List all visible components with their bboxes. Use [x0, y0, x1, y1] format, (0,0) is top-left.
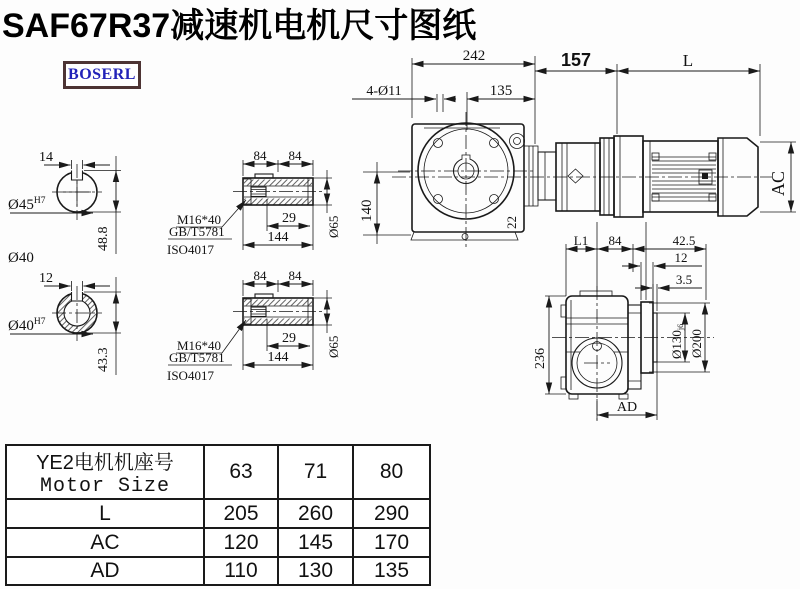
table-cell: 130 [278, 557, 353, 585]
dim-holes-4xd11: 4-Ø11 [366, 84, 402, 99]
table-row-label: L [6, 499, 204, 528]
dim-center-height-140: 140 [359, 199, 375, 222]
bushing-bottom-view [167, 268, 341, 383]
table-header-cell [6, 445, 204, 499]
label-std-iso-b: ISO4017 [167, 368, 214, 383]
dim-seg1: 84 [253, 148, 267, 163]
dim-od-b: Ø65 [326, 335, 341, 358]
table-cell: 205 [204, 499, 278, 528]
table-row-L [6, 499, 430, 528]
table-header-cn: YE2电机机座号 [36, 452, 174, 474]
table-row-AD [6, 557, 430, 585]
table-size-63: 63 [204, 445, 278, 499]
dim-length-b: 144 [267, 350, 289, 365]
dim-height-236: 236 [533, 348, 548, 369]
table-row-AC [6, 528, 430, 557]
dim-thread-depth-b: 29 [282, 331, 296, 346]
dim-shaft-height: 48.8 [96, 226, 111, 251]
table-cell: 170 [353, 528, 430, 557]
dim-key-width: 14 [39, 150, 53, 165]
dim-seg2: 84 [288, 148, 302, 163]
label-std-gb: GB/T5781 [169, 224, 225, 239]
page-title: SAF67R37减速机电机尺寸图纸 [2, 7, 477, 45]
label-std-gb-b: GB/T5781 [169, 350, 225, 365]
label-bore-d45: $Ø45^{H7}$ [8, 196, 46, 213]
gearbox-front-view [352, 48, 538, 248]
dim-motor-len-L: L [682, 51, 694, 70]
hollow-shaft-splined-section [8, 271, 121, 375]
label-bore-d40h7: $Ø40^{H7}$ [8, 317, 46, 334]
table-cell: 120 [204, 528, 278, 557]
dim-flange-t: 12 [674, 250, 688, 265]
label-screw-b: M16*40 [177, 338, 222, 353]
dim-seg1-b: 84 [253, 268, 267, 283]
dim-length: 144 [267, 230, 289, 245]
table-size-71: 71 [278, 445, 353, 499]
dim-84: 84 [608, 233, 622, 248]
hollow-shaft-keyed-section [8, 150, 121, 266]
label-std-iso: ISO4017 [167, 242, 214, 257]
dim-width-242: 242 [462, 48, 486, 64]
dim-pitch-135: 135 [489, 83, 513, 99]
table-header-en: Motor Size [39, 475, 171, 498]
table-size-80: 80 [353, 445, 430, 499]
bushing-top-view [167, 148, 341, 257]
dim-42-5: 42.5 [672, 233, 696, 248]
motor-side-view [392, 50, 796, 217]
table-cell: 110 [204, 557, 278, 585]
table-row-label: AD [6, 557, 204, 585]
table-cell: 290 [353, 499, 430, 528]
brand-logo-text: BOSERL [68, 66, 136, 83]
dim-width-AD: AD [616, 400, 638, 415]
table-cell: 145 [278, 528, 353, 557]
dim-flange-d: Ø200 [689, 329, 704, 358]
dim-spigot-d: Ø130j6 [669, 323, 685, 359]
table-cell: 260 [278, 499, 353, 528]
dim-depth-22: 22 [504, 216, 519, 229]
gearbox-side-view [533, 222, 714, 424]
label-screw: M16*40 [177, 212, 222, 227]
table-row-label: AC [6, 528, 204, 557]
dim-motor-dia-AC: AC [768, 170, 788, 196]
dim-gearbox-len-157: 157 [560, 50, 592, 70]
dim-l1: L1 [573, 233, 589, 248]
label-bore-d40: Ø40 [8, 250, 34, 266]
table-cell: 135 [353, 557, 430, 585]
dim-od: Ø65 [326, 215, 341, 238]
dim-thread-depth: 29 [282, 211, 296, 226]
dim-seg2-b: 84 [288, 268, 302, 283]
motor-size-table [5, 444, 431, 586]
dim-key-width-2: 12 [39, 271, 53, 286]
dim-shaft-height-2: 43.3 [96, 347, 111, 372]
dim-spigot-t: 3.5 [675, 272, 693, 287]
